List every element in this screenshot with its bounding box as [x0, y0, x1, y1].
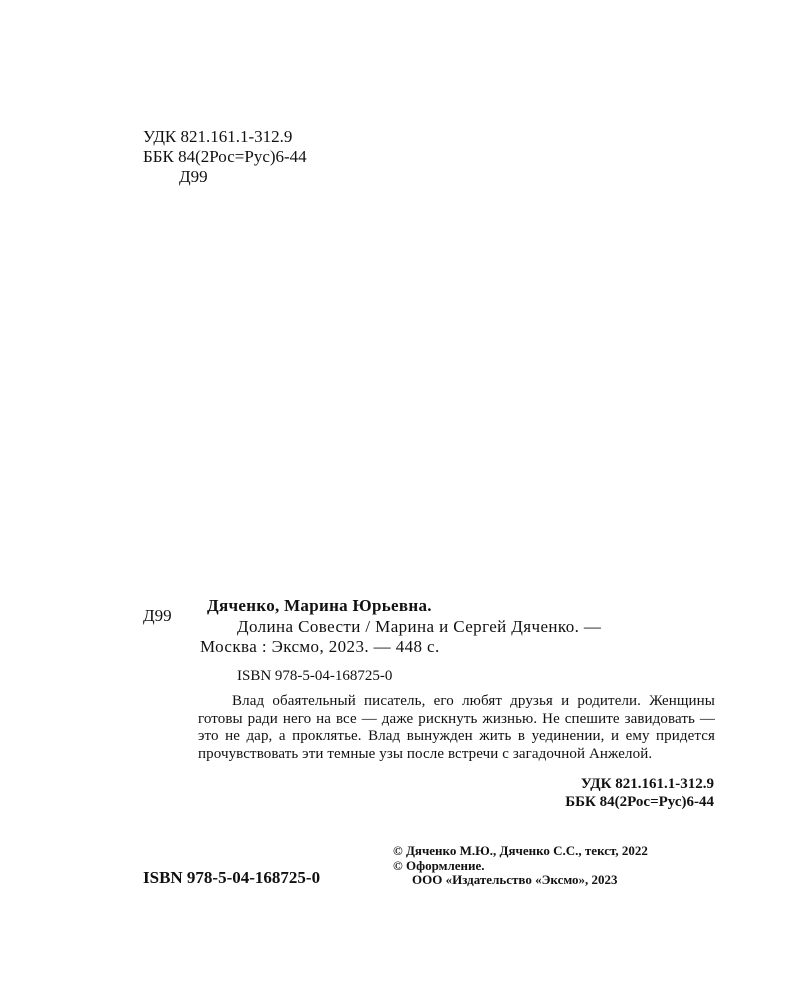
entry-author-mark: Д99: [143, 606, 172, 625]
entry-title-line-1: Долина Совести / Марина и Сергей Дяченко. —: [237, 617, 602, 636]
entry-annotation: Влад обаятельный писатель, его любят друзья и родители. Женщины готовы ради него на все — даже рискнуть жизнью. Не спешите завидовать — это не дар, а проклятье. Влад вынужден жить в уединении, и ему придется прочувствовать эти темные узы после встречи с загадочной Анжелой.: [198, 693, 715, 762]
top-bbk: ББК 84(2Рос=Рус)6-44: [143, 147, 307, 166]
copyright-line-1: © Дяченко М.Ю., Дяченко С.С., текст, 2022: [393, 843, 648, 858]
entry-isbn: ISBN 978-5-04-168725-0: [237, 668, 393, 684]
entry-title-line-2: Москва : Эксмо, 2023. — 448 с.: [200, 637, 440, 656]
entry-bbk: ББК 84(2Рос=Рус)6-44: [565, 794, 714, 810]
footer-isbn: ISBN 978-5-04-168725-0: [143, 868, 321, 887]
top-author-mark: Д99: [179, 167, 208, 186]
entry-author: Дяченко, Марина Юрьевна.: [207, 596, 432, 615]
copyright-line-3: ООО «Издательство «Эксмо», 2023: [412, 872, 618, 887]
copyright-line-2: © Оформление.: [393, 858, 485, 873]
top-udk: УДК 821.161.1-312.9: [143, 127, 293, 146]
entry-udk: УДК 821.161.1-312.9: [580, 776, 714, 792]
